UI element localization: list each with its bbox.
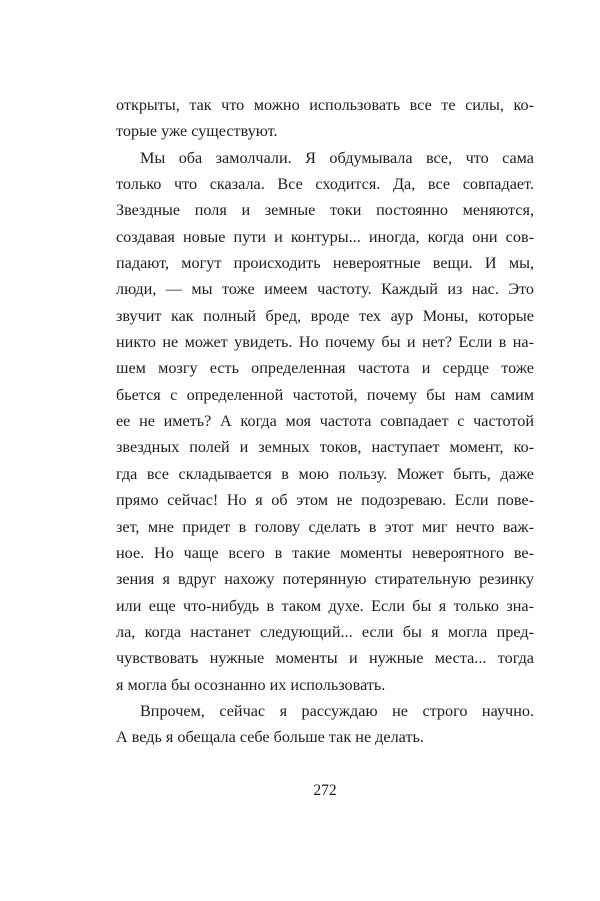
- text-line: падают, могут происходить невероятные вещи. И мы,: [116, 254, 534, 273]
- text-line: Впрочем, сейчас я рассуждаю не строго научно.: [140, 701, 534, 720]
- text-line: ное. Но чаще всего в такие моменты невероятного ве-: [116, 543, 534, 562]
- text-line: бьется с определенной частотой, почему бы нам самим: [116, 385, 534, 404]
- text-line: торые уже существуют.: [116, 122, 278, 141]
- text-line: только что сказала. Все сходится. Да, все совпадает.: [116, 175, 534, 194]
- text-line: ла, когда настанет следующий... если бы я могла пред-: [116, 622, 534, 641]
- paragraph-1: [116, 92, 534, 145]
- text-line: люди, — мы тоже имеем частоту. Каждый из нас. Это: [116, 280, 534, 299]
- text-line: Звездные поля и земные токи постоянно меняются,: [116, 201, 534, 220]
- text-line: А ведь я обещала себе больше так не делать.: [116, 728, 424, 747]
- page-number: 272: [313, 782, 337, 799]
- text-line: ее не иметь? А когда моя частота совпадает с частотой: [116, 412, 534, 431]
- text-line: зения я вдруг нахожу потерянную стирательную резинку: [116, 570, 534, 589]
- text-line: зет, мне придет в голову сделать в этот миг нечто важ-: [116, 517, 534, 536]
- text-line: или еще что-нибудь в таком духе. Если бы я только зна-: [116, 596, 534, 615]
- text-line: прямо сейчас! Но я об этом не подозреваю. Если пове-: [116, 491, 534, 510]
- paragraph-2: [116, 145, 534, 698]
- page-body: [116, 92, 534, 751]
- paragraph-3: [116, 698, 534, 751]
- text-line: Мы оба замолчали. Я обдумывала все, что сама: [140, 148, 534, 167]
- text-line: звездных полей и земных токов, наступает момент, ко-: [116, 438, 534, 457]
- text-line: никто не может увидеть. Но почему бы и нет? Если в на-: [116, 333, 534, 352]
- text-line: я могла бы осознанно их использовать.: [116, 675, 386, 694]
- text-line: шем мозгу есть определенная частота и сердце тоже: [116, 359, 534, 378]
- text-line: чувствовать нужные моменты и нужные места... тогда: [116, 649, 534, 668]
- text-line: открыты, так что можно использовать все те силы, ко-: [116, 96, 534, 114]
- text-line: создавая новые пути и контуры... иногда, когда они сов-: [116, 227, 534, 246]
- text-line: звучит как полный бред, вроде тех аур Моны, которые: [116, 306, 534, 325]
- text-line: гда все складывается в мою пользу. Может быть, даже: [116, 464, 534, 483]
